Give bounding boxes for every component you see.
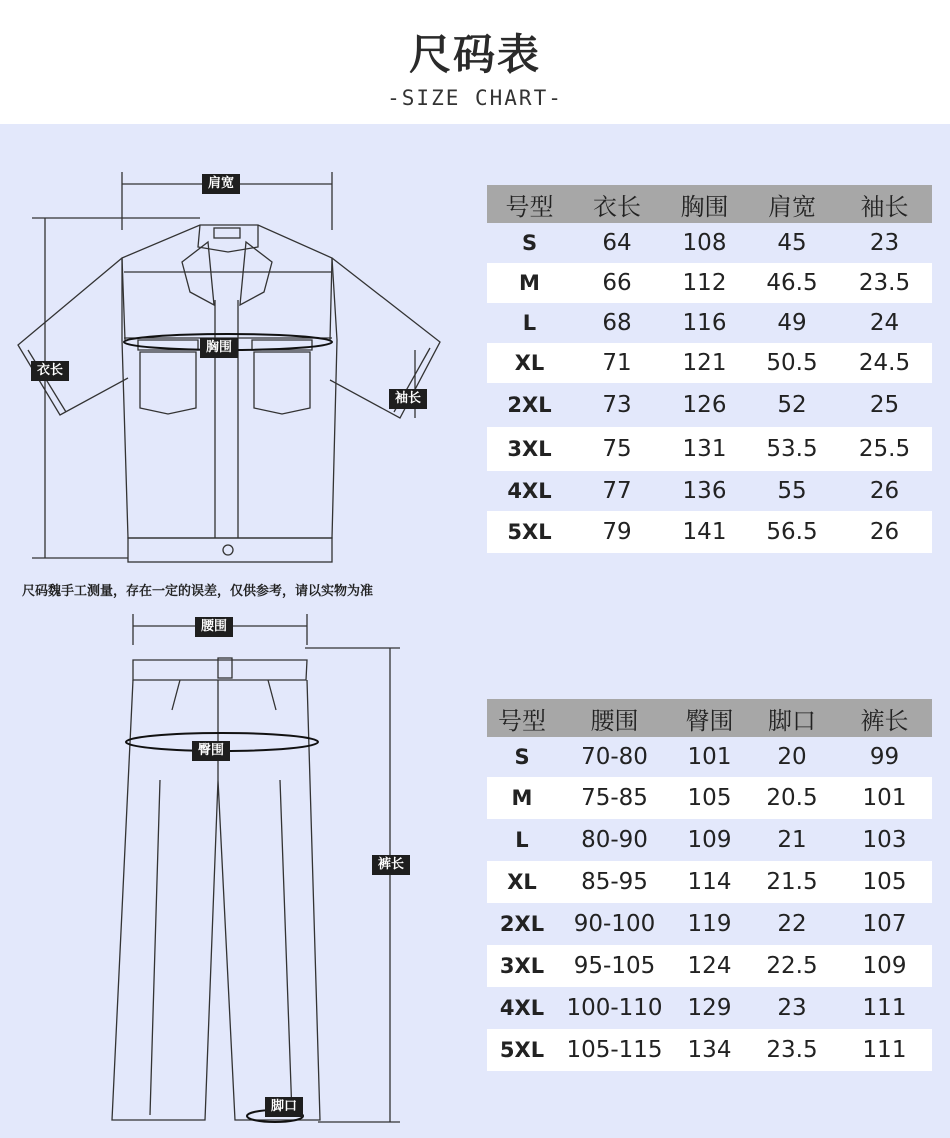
table-header: 腰围 [557, 699, 672, 737]
size-cell: 3XL [487, 945, 557, 987]
table-row [487, 343, 932, 383]
waist-label: 腰围 [195, 617, 233, 637]
table-cell: 24 [837, 303, 932, 343]
size-cell: S [487, 223, 572, 263]
pants-size-table [487, 699, 932, 1071]
table-cell: 25 [837, 383, 932, 427]
table-row [487, 819, 932, 861]
table-cell: 90-100 [557, 903, 672, 945]
table-cell: 107 [837, 903, 932, 945]
measurement-note: 尺码魏手工测量，存在一定的误差，仅供参考，请以实物为准 [22, 584, 374, 599]
table-cell: 105 [837, 861, 932, 903]
table-cell: 112 [662, 263, 747, 303]
garment-length-label: 衣长 [31, 361, 69, 381]
table-cell: 75-85 [557, 777, 672, 819]
table-header: 脚口 [747, 699, 837, 737]
table-cell: 108 [662, 223, 747, 263]
table-cell: 64 [572, 223, 662, 263]
table-cell: 49 [747, 303, 837, 343]
table-row [487, 427, 932, 471]
table-cell: 109 [837, 945, 932, 987]
table-row [487, 945, 932, 987]
table-cell: 136 [662, 471, 747, 511]
size-cell: S [487, 737, 557, 777]
table-cell: 80-90 [557, 819, 672, 861]
size-cell: M [487, 777, 557, 819]
table-cell: 22.5 [747, 945, 837, 987]
shirt-left-pocket [138, 340, 198, 414]
table-row [487, 903, 932, 945]
shoulder-width-label: 肩宽 [202, 174, 240, 194]
table-cell: 105 [672, 777, 747, 819]
table-cell: 75 [572, 427, 662, 471]
table-cell: 21.5 [747, 861, 837, 903]
table-header: 衣长 [572, 185, 662, 223]
table-cell: 73 [572, 383, 662, 427]
table-cell: 103 [837, 819, 932, 861]
table-header-row [487, 699, 932, 737]
size-cell: XL [487, 343, 572, 383]
table-cell: 22 [747, 903, 837, 945]
table-cell: 134 [672, 1029, 747, 1071]
table-cell: 109 [672, 819, 747, 861]
table-cell: 79 [572, 511, 662, 553]
table-cell: 100-110 [557, 987, 672, 1029]
table-row [487, 511, 932, 553]
table-cell: 124 [672, 945, 747, 987]
size-cell: 5XL [487, 1029, 557, 1071]
pants-waistband [133, 660, 307, 680]
size-cell: XL [487, 861, 557, 903]
hem-label: 脚口 [265, 1097, 303, 1117]
page-subtitle: -SIZE CHART- [387, 86, 563, 110]
size-cell: M [487, 263, 572, 303]
table-cell: 95-105 [557, 945, 672, 987]
table-row [487, 223, 932, 263]
table-row [487, 471, 932, 511]
table-cell: 52 [747, 383, 837, 427]
table-cell: 126 [662, 383, 747, 427]
table-cell: 101 [672, 737, 747, 777]
table-cell: 25.5 [837, 427, 932, 471]
table-cell: 26 [837, 511, 932, 553]
hip-label: 臀围 [192, 741, 230, 761]
size-cell: L [487, 303, 572, 343]
table-cell: 56.5 [747, 511, 837, 553]
table-cell: 101 [837, 777, 932, 819]
table-row [487, 1029, 932, 1071]
pants-length-label: 裤长 [372, 855, 410, 875]
table-header: 裤长 [837, 699, 932, 737]
table-cell: 21 [747, 819, 837, 861]
size-cell: 2XL [487, 903, 557, 945]
shirt-left-sleeve [18, 258, 128, 415]
table-row [487, 861, 932, 903]
table-cell: 131 [662, 427, 747, 471]
table-row [487, 303, 932, 343]
table-cell: 55 [747, 471, 837, 511]
table-cell: 70-80 [557, 737, 672, 777]
table-header: 肩宽 [747, 185, 837, 223]
size-cell: 5XL [487, 511, 572, 553]
table-cell: 20 [747, 737, 837, 777]
table-cell: 23 [837, 223, 932, 263]
size-cell: 4XL [487, 987, 557, 1029]
size-cell: 3XL [487, 427, 572, 471]
table-cell: 141 [662, 511, 747, 553]
shirt-size-table [487, 185, 932, 553]
table-row [487, 737, 932, 777]
size-cell: L [487, 819, 557, 861]
table-cell: 46.5 [747, 263, 837, 303]
table-cell: 85-95 [557, 861, 672, 903]
table-cell: 23 [747, 987, 837, 1029]
table-cell: 105-115 [557, 1029, 672, 1071]
table-cell: 24.5 [837, 343, 932, 383]
table-cell: 114 [672, 861, 747, 903]
shirt-right-pocket [252, 340, 312, 414]
page-title: 尺码表 [408, 30, 541, 79]
table-cell: 129 [672, 987, 747, 1029]
table-cell: 99 [837, 737, 932, 777]
table-cell: 20.5 [747, 777, 837, 819]
table-cell: 66 [572, 263, 662, 303]
table-cell: 26 [837, 471, 932, 511]
table-cell: 119 [672, 903, 747, 945]
table-cell: 116 [662, 303, 747, 343]
table-header: 号型 [487, 185, 572, 223]
table-header: 胸围 [662, 185, 747, 223]
size-cell: 2XL [487, 383, 572, 427]
table-row [487, 777, 932, 819]
table-row [487, 987, 932, 1029]
table-cell: 23.5 [747, 1029, 837, 1071]
chest-label: 胸围 [200, 338, 238, 358]
table-cell: 50.5 [747, 343, 837, 383]
sleeve-length-label: 袖长 [389, 389, 427, 409]
table-row [487, 263, 932, 303]
table-cell: 71 [572, 343, 662, 383]
table-header-row [487, 185, 932, 223]
table-cell: 45 [747, 223, 837, 263]
table-header: 袖长 [837, 185, 932, 223]
table-header: 号型 [487, 699, 557, 737]
shirt-hem-band [128, 538, 332, 562]
table-cell: 77 [572, 471, 662, 511]
table-header: 臀围 [672, 699, 747, 737]
table-cell: 111 [837, 987, 932, 1029]
size-cell: 4XL [487, 471, 572, 511]
table-cell: 23.5 [837, 263, 932, 303]
table-row [487, 383, 932, 427]
table-cell: 121 [662, 343, 747, 383]
table-cell: 53.5 [747, 427, 837, 471]
table-cell: 68 [572, 303, 662, 343]
table-cell: 111 [837, 1029, 932, 1071]
